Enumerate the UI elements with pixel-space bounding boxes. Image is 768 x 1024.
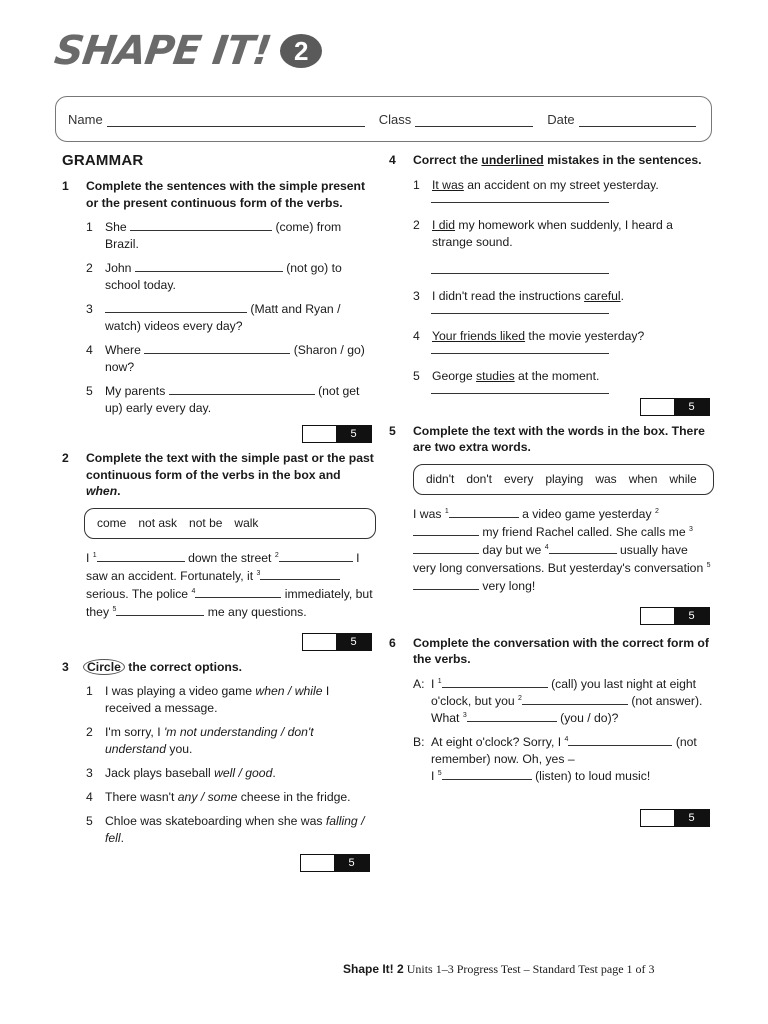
class-label: Class bbox=[378, 111, 412, 127]
right-column bbox=[389, 152, 714, 827]
option-choice[interactable]: falling / fell bbox=[105, 814, 365, 845]
date-line[interactable] bbox=[579, 113, 696, 127]
list-item: 5 My parents (not get up) early every day. bbox=[86, 384, 360, 415]
answer-blank[interactable] bbox=[413, 524, 479, 536]
gap-text: I $^1$ down the street $^2$ I saw an accident. Fortunately, it $^3$ serious. The police $^4$ immediately, but they $^5$ me any questions. bbox=[86, 550, 373, 619]
word-box: come not ask not be walk bbox=[84, 508, 376, 539]
score-box[interactable]: 5 bbox=[302, 425, 372, 443]
exercise-1-instruction: 1 Complete the sentences with the simple present or the present continuous form of the verbs. bbox=[62, 179, 366, 210]
answer-blank[interactable] bbox=[195, 586, 281, 598]
page-footer: Shape It! 2 Units 1–3 Progress Test – Standard Test page 1 of 3 bbox=[343, 962, 655, 976]
answer-blank[interactable] bbox=[144, 342, 290, 354]
answer-blank[interactable] bbox=[522, 693, 628, 705]
circle-mark: Circle bbox=[83, 659, 125, 675]
logo-text: SHAPE IT! bbox=[51, 28, 274, 74]
exercise-6 bbox=[389, 635, 714, 827]
list-item: 3 Jack plays baseball well / good. bbox=[86, 766, 276, 780]
exercise-4-instruction: 4 Correct the underlined mistakes in the sentences. bbox=[389, 153, 702, 167]
answer-blank[interactable] bbox=[467, 710, 557, 722]
answer-line[interactable] bbox=[431, 313, 609, 314]
answer-blank[interactable] bbox=[279, 550, 353, 562]
exercise-5 bbox=[389, 423, 714, 625]
section-title: GRAMMAR bbox=[62, 152, 144, 169]
word-box: didn't don't every playing was when while bbox=[413, 464, 714, 495]
score-box[interactable]: 5 bbox=[640, 398, 710, 416]
student-info-box bbox=[55, 96, 712, 142]
list-item: 2 John (not go) to school today. bbox=[86, 261, 342, 292]
answer-blank[interactable] bbox=[449, 506, 519, 518]
date-label: Date bbox=[547, 111, 575, 127]
exercise-2 bbox=[62, 450, 376, 651]
logo-number: 2 bbox=[280, 34, 322, 68]
list-item: 1 It was an accident on my street yesterday. bbox=[413, 177, 714, 203]
score-input[interactable] bbox=[641, 608, 674, 624]
class-line[interactable] bbox=[415, 113, 533, 127]
list-item: 4 Your friends liked the movie yesterday? bbox=[413, 328, 714, 354]
exercise-6-instruction: 6 Complete the conversation with the correct form of the verbs. bbox=[389, 635, 709, 666]
dialogue-line: A: I $^1$ (call) you last night at eight o'clock, but you $^2$ (not answer). What $^3$ (you / do)? bbox=[413, 676, 703, 725]
exercise-5-instruction: 5 Complete the text with the words in the box. There are two extra words. bbox=[389, 423, 705, 454]
list-item: 2 I'm sorry, I 'm not understanding / don't understand you. bbox=[86, 725, 314, 756]
left-column bbox=[62, 152, 376, 872]
score-box[interactable]: 5 bbox=[640, 607, 710, 625]
answer-blank[interactable] bbox=[260, 568, 340, 580]
answer-blank[interactable] bbox=[568, 734, 672, 746]
date-field[interactable] bbox=[547, 112, 695, 127]
answer-blank[interactable] bbox=[97, 550, 185, 562]
score-box[interactable]: 5 bbox=[302, 633, 372, 651]
answer-blank[interactable] bbox=[130, 219, 272, 231]
exercise-3 bbox=[62, 659, 376, 873]
answer-blank[interactable] bbox=[549, 542, 617, 554]
score-box[interactable]: 5 bbox=[640, 809, 710, 827]
list-item: 5 Chloe was skateboarding when she was falling / fell. bbox=[86, 814, 365, 845]
gap-text: I was $^1$ a video game yesterday $^2$ my friend Rachel called. She calls me $^3$ day but we $^4$ usually have very long conversations. But yesterday's conversation $^5$ very long! bbox=[413, 506, 711, 593]
list-item: 1 I was playing a video game when / while I received a message. bbox=[86, 684, 330, 715]
score-input[interactable] bbox=[641, 810, 674, 826]
option-choice[interactable]: 'm not understanding / don't understand bbox=[105, 725, 314, 756]
list-item: 3 (Matt and Ryan / watch) videos every day? bbox=[86, 302, 341, 333]
exercise-3-instruction: 3 Circle the correct options. bbox=[62, 659, 243, 674]
answer-blank[interactable] bbox=[135, 260, 283, 272]
class-field[interactable] bbox=[379, 112, 534, 127]
list-item: 4 Where (Sharon / go) now? bbox=[86, 343, 365, 374]
answer-blank[interactable] bbox=[169, 383, 315, 395]
name-line[interactable] bbox=[107, 113, 365, 127]
conversation bbox=[389, 676, 714, 785]
list-item: 4 There wasn't any / some cheese in the fridge. bbox=[86, 790, 351, 804]
answer-line[interactable] bbox=[431, 393, 609, 394]
list-item: 3 I didn't read the instructions careful. bbox=[413, 288, 714, 314]
logo bbox=[51, 28, 322, 74]
score-input[interactable] bbox=[303, 426, 336, 442]
answer-blank[interactable] bbox=[116, 604, 204, 616]
answer-line[interactable] bbox=[431, 353, 609, 354]
score-box[interactable]: 5 bbox=[300, 854, 370, 872]
option-choice[interactable]: when / while bbox=[255, 684, 323, 698]
answer-blank[interactable] bbox=[105, 301, 247, 313]
exercise-1 bbox=[62, 178, 376, 443]
option-choice[interactable]: well / good bbox=[214, 766, 273, 780]
option-choice[interactable]: any / some bbox=[177, 790, 238, 804]
list-item: 5 George studies at the moment. bbox=[413, 368, 714, 394]
score-input[interactable] bbox=[301, 855, 334, 871]
list-item: 2 I did my homework when suddenly, I heard a strange sound. bbox=[413, 217, 714, 274]
name-label: Name bbox=[68, 111, 103, 127]
score-input[interactable] bbox=[641, 399, 674, 415]
exercise-2-instruction: 2 Complete the text with the simple past or the past continuous form of the verbs in the box and when. bbox=[62, 451, 374, 498]
exercise-4 bbox=[389, 152, 714, 416]
answer-line[interactable] bbox=[431, 202, 609, 203]
answer-blank[interactable] bbox=[413, 542, 479, 554]
name-field[interactable] bbox=[68, 112, 365, 127]
answer-blank[interactable] bbox=[442, 768, 532, 780]
answer-blank[interactable] bbox=[442, 676, 548, 688]
dialogue-line: B: At eight o'clock? Sorry, I $^4$ (not remember) now. Oh, yes – I $^5$ (listen) to loud music! bbox=[413, 734, 697, 783]
answer-blank[interactable] bbox=[413, 578, 479, 590]
answer-line[interactable] bbox=[431, 273, 609, 274]
score-input[interactable] bbox=[303, 634, 336, 650]
list-item: 1 She (come) from Brazil. bbox=[86, 220, 342, 251]
